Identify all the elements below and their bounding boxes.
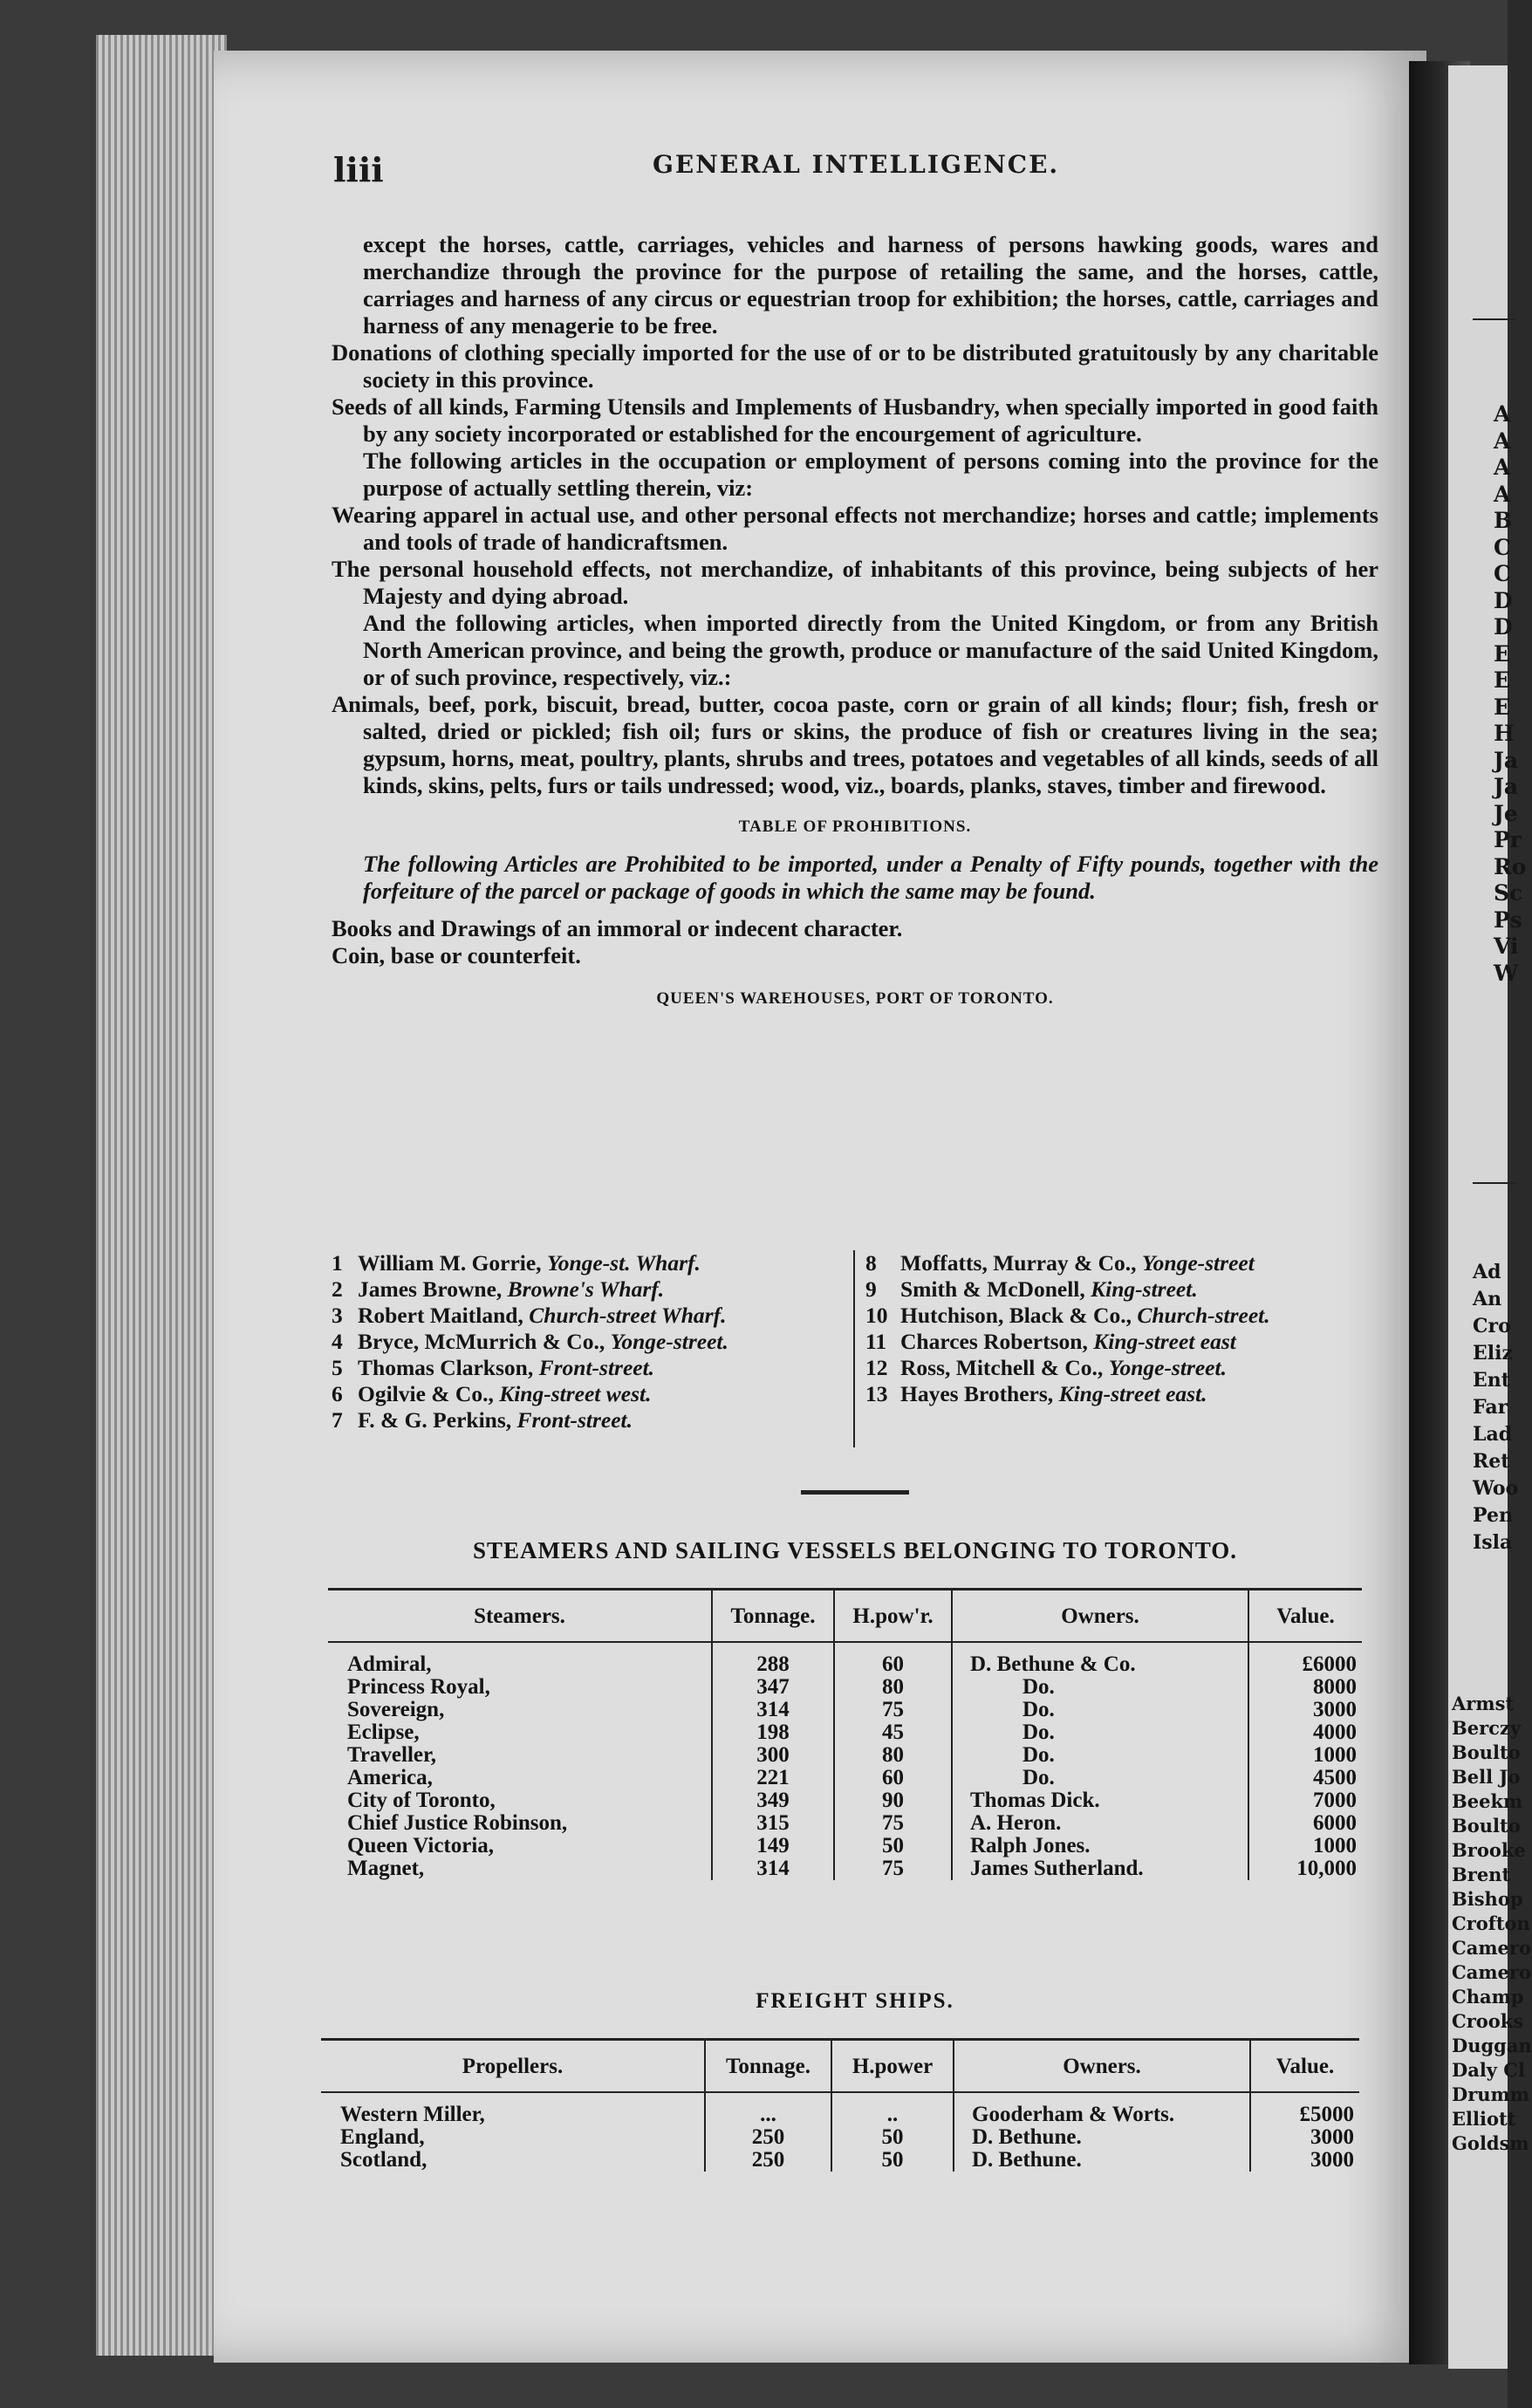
- adjacent-text: Cro: [1473, 1315, 1511, 1337]
- tonnage: 250: [705, 2149, 831, 2172]
- adjacent-text: Duggan: [1452, 2035, 1532, 2056]
- adjacent-text: Lad: [1473, 1423, 1513, 1446]
- horse-power: 50: [834, 1835, 952, 1857]
- horse-power: 50: [831, 2126, 954, 2149]
- owner: D. Bethune & Co.: [952, 1642, 1248, 1676]
- section-separator: [801, 1490, 909, 1495]
- warehouse-entry: [865, 1329, 1270, 1355]
- paragraphs: [332, 231, 1378, 799]
- adjacent-text: Eliz: [1473, 1342, 1513, 1365]
- warehouses-right-column: [865, 1250, 1270, 1407]
- adjacent-text: A: [1494, 455, 1511, 480]
- table-row: [321, 2149, 1359, 2172]
- adjacent-text: Ps: [1494, 906, 1522, 933]
- adjacent-text: Boulto: [1452, 1741, 1521, 1763]
- adjacent-text: Pen: [1473, 1504, 1513, 1527]
- value: 3000: [1250, 2126, 1359, 2149]
- column-header: Value.: [1248, 1590, 1362, 1643]
- warehouse-number: 1: [332, 1250, 343, 1276]
- column-header: Steamers.: [328, 1590, 712, 1643]
- table-row: [328, 1676, 1362, 1699]
- adjacent-text: Brooke: [1452, 1839, 1526, 1861]
- warehouse-number: 9: [865, 1276, 877, 1302]
- steamers-header-row: [328, 1590, 1362, 1643]
- column-header: Tonnage.: [705, 2040, 831, 2093]
- horse-power: 60: [834, 1767, 952, 1789]
- adjacent-rule: [1473, 318, 1516, 320]
- horse-power: 50: [831, 2149, 954, 2172]
- adjacent-text: Goldsm: [1452, 2132, 1529, 2154]
- prohibitions-title: TABLE OF PROHIBITIONS.: [738, 817, 972, 836]
- adjacent-text: Ent: [1473, 1369, 1510, 1392]
- body-paragraph: Animals, beef, pork, biscuit, bread, butter, cocoa paste, corn or grain of all kinds; flour; fish, fresh or salted, dried or pickled; fish oil; furs or skins, the produce of fish or creatures living in the sea; gypsum, horns, meat, poultry, plants, shrubs and trees, potatoes and vegetables of all kinds, seeds of all kinds, skins, pelts, furs or tails undressed; wood, viz., boards, planks, staves, timber and firewood.: [332, 691, 1378, 798]
- adjacent-text: E: [1494, 640, 1511, 667]
- tonnage: 198: [712, 1721, 834, 1744]
- adjacent-text: Sc: [1494, 880, 1523, 906]
- warehouse-number: 10: [865, 1303, 888, 1328]
- adjacent-text: Elliott: [1452, 2108, 1516, 2130]
- table-row: [328, 1699, 1362, 1721]
- value: 3000: [1248, 1699, 1362, 1721]
- vessel-name-text: Queen Victoria,: [347, 1834, 495, 1857]
- adjacent-text: Pr: [1494, 827, 1522, 852]
- vessel-name: [321, 2149, 705, 2172]
- value: 4500: [1248, 1767, 1362, 1789]
- adjacent-text: An: [1473, 1288, 1502, 1310]
- warehouse-entry: [332, 1303, 728, 1329]
- adjacent-text: D: [1494, 614, 1513, 640]
- warehouse-entry: [332, 1355, 728, 1381]
- steamers-table: [328, 1588, 1362, 1880]
- warehouse-location: Yonge-street: [1141, 1250, 1255, 1276]
- adjacent-text: Ja: [1494, 747, 1519, 773]
- warehouse-name: Bryce, McMurrich & Co.,: [358, 1329, 605, 1354]
- vessel-name-text: Eclipse,: [347, 1720, 420, 1744]
- warehouses-left-column: [332, 1250, 728, 1433]
- vessel-name: [328, 1699, 712, 1721]
- warehouse-number: 3: [332, 1303, 343, 1328]
- warehouse-location: King-street west.: [499, 1381, 652, 1406]
- warehouse-name: F. & G. Perkins,: [358, 1407, 512, 1433]
- value: 10,000: [1248, 1857, 1362, 1880]
- tonnage: 250: [705, 2126, 831, 2149]
- warehouse-entry: [332, 1250, 728, 1276]
- vessel-name-text: Traveller,: [347, 1743, 437, 1767]
- vessel-name-text: City of Toronto,: [347, 1789, 496, 1812]
- warehouse-name: Moffatts, Murray & Co.,: [900, 1250, 1137, 1276]
- column-header: H.power: [831, 2040, 954, 2093]
- owner: Gooderham & Worts.: [954, 2092, 1250, 2126]
- vessel-name-text: Admiral,: [347, 1652, 432, 1676]
- warehouse-location: Front-street.: [516, 1407, 633, 1433]
- owner: Do.: [952, 1767, 1248, 1789]
- adjacent-text: Vi: [1494, 934, 1519, 959]
- warehouse-location: Church-street Wharf.: [529, 1303, 727, 1328]
- warehouse-entry: [865, 1250, 1270, 1276]
- prohibited-items: [332, 915, 1378, 969]
- adjacent-text: Camero: [1452, 1937, 1531, 1959]
- page-edges: [96, 35, 227, 2356]
- body-paragraph: except the horses, cattle, carriages, vehicles and harness of persons hawking goods, wares and merchandize through the province for the purpose of retailing the same, and the horses, cattle, carriages and harness of any circus or equestrian troop for exhibition; the horses, cattle, carriages and harness of any menagerie to be free.: [363, 231, 1378, 339]
- table-row: [328, 1767, 1362, 1789]
- owner: Do.: [952, 1676, 1248, 1699]
- tonnage: 288: [712, 1642, 834, 1676]
- freight-header-row: [321, 2040, 1359, 2093]
- table-row: [328, 1857, 1362, 1880]
- vessel-name-text: Princess Royal,: [347, 1675, 490, 1699]
- warehouse-number: 4: [332, 1329, 343, 1354]
- adjacent-text: A: [1494, 481, 1511, 507]
- warehouse-name: Robert Maitland,: [358, 1303, 523, 1328]
- adjacent-text: Bishop: [1452, 1888, 1523, 1910]
- adjacent-text: Ret: [1473, 1450, 1510, 1473]
- adjacent-page-fragment: [1448, 65, 1532, 2369]
- freight-table: [321, 2038, 1359, 2172]
- warehouse-name: Thomas Clarkson,: [358, 1355, 534, 1380]
- vessel-name-text: America,: [347, 1766, 433, 1789]
- vessel-name: [328, 1789, 712, 1812]
- warehouse-name: Smith & McDonell,: [900, 1276, 1085, 1302]
- vessel-name-text: Magnet,: [347, 1857, 425, 1880]
- horse-power: 75: [834, 1857, 952, 1880]
- table-row: [328, 1721, 1362, 1744]
- adjacent-text: Woo: [1473, 1477, 1519, 1500]
- owner: Do.: [952, 1744, 1248, 1767]
- adjacent-text: A: [1494, 401, 1511, 427]
- warehouse-location: King-street east: [1093, 1329, 1236, 1354]
- tonnage: 347: [712, 1676, 834, 1699]
- warehouses-title: QUEEN'S WAREHOUSES, PORT OF TORONTO.: [656, 989, 1054, 1008]
- adjacent-text: Ro: [1494, 853, 1527, 879]
- vessel-name: [321, 2092, 705, 2126]
- value: 1000: [1248, 1835, 1362, 1857]
- adjacent-rule: [1473, 1182, 1516, 1184]
- warehouse-entry: [865, 1276, 1270, 1303]
- value: 8000: [1248, 1676, 1362, 1699]
- table-row: [328, 1812, 1362, 1835]
- warehouse-location: Yonge-st. Wharf.: [546, 1250, 701, 1276]
- vessel-name: [328, 1767, 712, 1789]
- adjacent-text: Isla: [1473, 1531, 1513, 1554]
- adjacent-text: E: [1494, 667, 1511, 693]
- adjacent-text: Boulto: [1452, 1815, 1521, 1837]
- vessel-name-text: Scotland,: [340, 2148, 427, 2172]
- warehouse-number: 2: [332, 1276, 343, 1302]
- body-text: [332, 231, 1378, 1012]
- owner: Do.: [952, 1699, 1248, 1721]
- warehouse-number: 7: [332, 1407, 343, 1433]
- horse-power: 90: [834, 1789, 952, 1812]
- warehouse-name: Ross, Mitchell & Co.,: [900, 1355, 1104, 1380]
- adjacent-text: Drumm: [1452, 2083, 1529, 2105]
- adjacent-text: Daly Cl: [1452, 2059, 1525, 2081]
- body-paragraph: The personal household effects, not merchandize, of inhabitants of this province, being subjects of her Majesty and dying abroad.: [332, 556, 1378, 609]
- value: 1000: [1248, 1744, 1362, 1767]
- adjacent-text: Champ: [1452, 1986, 1524, 2008]
- tonnage: 349: [712, 1789, 834, 1812]
- warehouse-number: 12: [865, 1355, 888, 1380]
- adjacent-text: Brent: [1452, 1864, 1511, 1885]
- tonnage: 315: [712, 1812, 834, 1835]
- warehouse-entry: [332, 1407, 728, 1433]
- page-number: liii: [333, 150, 384, 189]
- steamers-body: [328, 1642, 1362, 1880]
- value: 3000: [1250, 2149, 1359, 2172]
- value: £5000: [1250, 2092, 1359, 2126]
- owner: Thomas Dick.: [952, 1789, 1248, 1812]
- vessel-name: [328, 1676, 712, 1699]
- adjacent-text: D: [1494, 587, 1513, 613]
- warehouse-name: Charces Robertson,: [900, 1329, 1088, 1354]
- column-header: Value.: [1250, 2040, 1359, 2093]
- adjacent-text: Armst: [1452, 1693, 1515, 1714]
- vessel-name: [328, 1835, 712, 1857]
- prohibited-item: Coin, base or counterfeit.: [332, 942, 581, 968]
- freight-body: [321, 2092, 1359, 2172]
- adjacent-text: Crooks: [1452, 2010, 1524, 2032]
- owner: Do.: [952, 1721, 1248, 1744]
- tonnage: ...: [705, 2092, 831, 2126]
- table-row: [328, 1789, 1362, 1812]
- value: £6000: [1248, 1642, 1362, 1676]
- adjacent-text: E: [1494, 694, 1511, 720]
- adjacent-text: Je: [1494, 800, 1518, 826]
- adjacent-text: C: [1494, 561, 1511, 586]
- tonnage: 149: [712, 1835, 834, 1857]
- warehouse-number: 6: [332, 1381, 343, 1406]
- adjacent-text: Berczy: [1452, 1717, 1522, 1739]
- horse-power: 60: [834, 1642, 952, 1676]
- column-header: Owners.: [954, 2040, 1250, 2093]
- owner: James Sutherland.: [952, 1857, 1248, 1880]
- tonnage: 314: [712, 1699, 834, 1721]
- warehouse-entry: [865, 1303, 1270, 1329]
- warehouse-location: Yonge-street.: [1108, 1355, 1227, 1380]
- body-paragraph: Seeds of all kinds, Farming Utensils and Implements of Husbandry, when specially imported in good faith by any society incorporated or established for the encourgement of agriculture.: [332, 393, 1378, 447]
- warehouse-name: Hutchison, Black & Co.,: [900, 1303, 1132, 1328]
- adjacent-text: Crofton: [1452, 1912, 1530, 1934]
- warehouse-entry: [332, 1276, 728, 1303]
- body-paragraph: Wearing apparel in actual use, and other personal effects not merchandize; horses and cattle; implements and tools of trade of handicraftsmen.: [332, 502, 1378, 555]
- value: 6000: [1248, 1812, 1362, 1835]
- adjacent-text: H: [1494, 721, 1515, 746]
- warehouse-number: 11: [865, 1329, 887, 1354]
- column-header: Propellers.: [321, 2040, 705, 2093]
- adjacent-text: A: [1494, 428, 1511, 454]
- vessel-name-text: England,: [340, 2125, 425, 2149]
- horse-power: 75: [834, 1699, 952, 1721]
- warehouse-number: 13: [865, 1381, 888, 1406]
- table-row: [321, 2126, 1359, 2149]
- body-paragraph: Donations of clothing specially imported for the use of or to be distributed gratuitously by any charitable society in this province.: [332, 339, 1378, 393]
- horse-power: ..: [831, 2092, 954, 2126]
- warehouses-divider: [853, 1250, 855, 1447]
- vessel-name: [321, 2126, 705, 2149]
- value: 4000: [1248, 1721, 1362, 1744]
- body-paragraph: And the following articles, when imported directly from the United Kingdom, or from any British North American province, and being the growth, produce or manufacture of the said United Kingdom, or of such province, respectively, viz.:: [363, 610, 1378, 690]
- adjacent-text: Beekm: [1452, 1790, 1523, 1812]
- column-header: H.pow'r.: [834, 1590, 952, 1643]
- adjacent-text: Ja: [1494, 774, 1519, 799]
- warehouse-location: King-street east.: [1058, 1381, 1207, 1406]
- running-title: GENERAL INTELLIGENCE.: [653, 150, 1060, 179]
- warehouse-name: Ogilvie & Co.,: [358, 1381, 494, 1406]
- horse-power: 80: [834, 1744, 952, 1767]
- body-paragraph: The following articles in the occupation or employment of persons coming into the province for the purpose of actually settling therein, viz:: [363, 448, 1378, 501]
- warehouse-name: Hayes Brothers,: [900, 1381, 1054, 1406]
- warehouse-entry: [865, 1381, 1270, 1407]
- warehouse-number: 5: [332, 1355, 343, 1380]
- vessel-name: [328, 1721, 712, 1744]
- adjacent-text: Camero: [1452, 1961, 1531, 1983]
- warehouse-location: Yonge-street.: [610, 1329, 728, 1354]
- vessel-name: [328, 1744, 712, 1767]
- adjacent-text: Ad: [1473, 1261, 1501, 1283]
- vessel-name: [328, 1812, 712, 1835]
- owner: D. Bethune.: [954, 2149, 1250, 2172]
- horse-power: 45: [834, 1721, 952, 1744]
- warehouse-number: 8: [865, 1250, 877, 1276]
- warehouse-entry: [865, 1355, 1270, 1381]
- vessel-name-text: Chief Justice Robinson,: [347, 1811, 568, 1835]
- vessel-name-text: Sovereign,: [347, 1698, 445, 1721]
- warehouse-entry: [332, 1329, 728, 1355]
- prohibited-item: Books and Drawings of an immoral or indecent character.: [332, 915, 903, 941]
- warehouse-location: King-street.: [1091, 1276, 1198, 1302]
- owner: D. Bethune.: [954, 2126, 1250, 2149]
- tonnage: 314: [712, 1857, 834, 1880]
- steamers-title: STEAMERS AND SAILING VESSELS BELONGING TO TORONTO.: [472, 1537, 1238, 1563]
- vessel-name-text: Western Miller,: [340, 2103, 485, 2126]
- freight-title: FREIGHT SHIPS.: [756, 1989, 954, 2013]
- table-row: [328, 1744, 1362, 1767]
- vessel-name: [328, 1642, 712, 1676]
- table-row: [328, 1642, 1362, 1676]
- vessel-name: [328, 1857, 712, 1880]
- table-row: [328, 1835, 1362, 1857]
- warehouse-name: William M. Gorrie,: [358, 1250, 542, 1276]
- tonnage: 300: [712, 1744, 834, 1767]
- owner: Ralph Jones.: [952, 1835, 1248, 1857]
- value: 7000: [1248, 1789, 1362, 1812]
- prohibitions-notice: The following Articles are Prohibited to be imported, under a Penalty of Fifty pounds, together with the forfeiture of the parcel or package of goods in which the same may be found.: [363, 851, 1378, 904]
- column-header: Owners.: [952, 1590, 1248, 1643]
- warehouse-entry: [332, 1381, 728, 1407]
- adjacent-text: Bell Jo: [1452, 1766, 1521, 1788]
- warehouse-location: Browne's Wharf.: [507, 1276, 665, 1302]
- warehouse-name: James Browne,: [358, 1276, 503, 1302]
- adjacent-text: B: [1494, 508, 1513, 533]
- adjacent-text: W: [1494, 960, 1519, 986]
- warehouse-location: Church-street.: [1137, 1303, 1270, 1328]
- table-row: [321, 2092, 1359, 2126]
- horse-power: 75: [834, 1812, 952, 1835]
- horse-power: 80: [834, 1676, 952, 1699]
- adjacent-text: Far: [1473, 1396, 1508, 1419]
- column-header: Tonnage.: [712, 1590, 834, 1643]
- tonnage: 221: [712, 1767, 834, 1789]
- adjacent-text: C: [1494, 534, 1511, 560]
- warehouse-location: Front-street.: [538, 1355, 655, 1380]
- owner: A. Heron.: [952, 1812, 1248, 1835]
